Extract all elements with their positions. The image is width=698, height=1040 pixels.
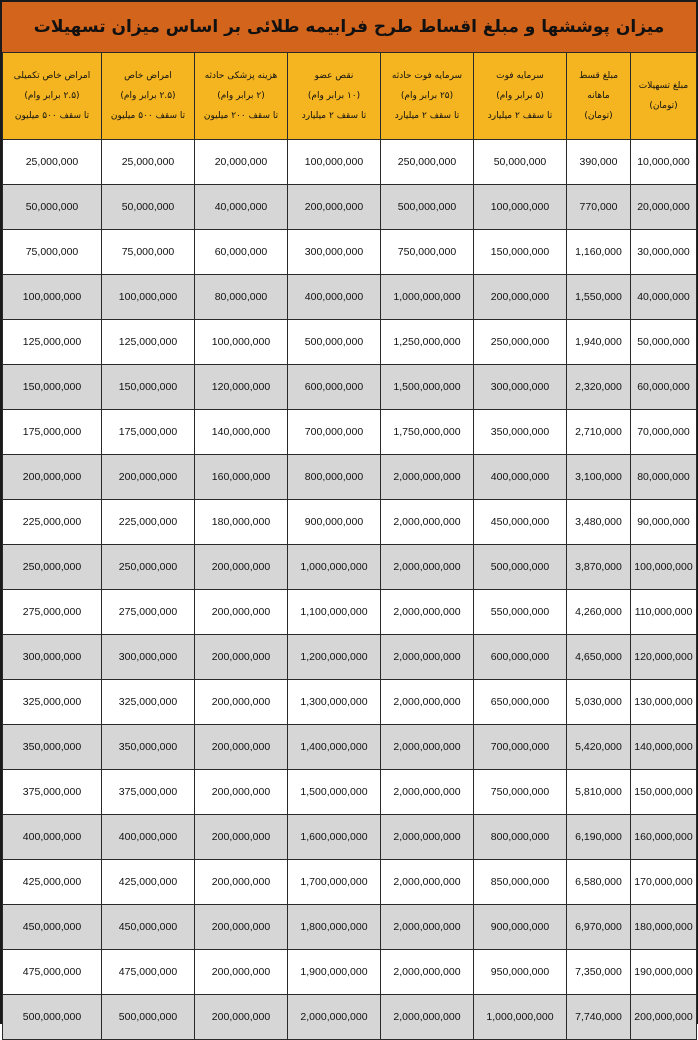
table-row xyxy=(3,860,697,905)
table-cell: 100,000,000 xyxy=(3,275,102,320)
table-cell: 5,810,000 xyxy=(567,770,631,815)
table-row xyxy=(3,140,697,185)
table-cell: 950,000,000 xyxy=(474,950,567,995)
table-cell: 150,000,000 xyxy=(474,230,567,275)
table-row xyxy=(3,815,697,860)
table-cell: 80,000,000 xyxy=(631,455,697,500)
table-row xyxy=(3,590,697,635)
table-cell: 1,600,000,000 xyxy=(288,815,381,860)
table-cell: 800,000,000 xyxy=(288,455,381,500)
table-cell: 200,000,000 xyxy=(195,950,288,995)
table-cell: 700,000,000 xyxy=(474,725,567,770)
table-cell: 500,000,000 xyxy=(474,545,567,590)
column-header-line: ماهانه xyxy=(587,90,610,101)
table-cell: 200,000,000 xyxy=(195,995,288,1040)
table-cell: 500,000,000 xyxy=(288,320,381,365)
table-cell: 80,000,000 xyxy=(195,275,288,320)
table-cell: 1,800,000,000 xyxy=(288,905,381,950)
table-cell: 1,400,000,000 xyxy=(288,725,381,770)
table-cell: 1,500,000,000 xyxy=(381,365,474,410)
table-cell: 2,710,000 xyxy=(567,410,631,455)
table-cell: 200,000,000 xyxy=(195,860,288,905)
table-cell: 50,000,000 xyxy=(631,320,697,365)
table-cell: 770,000 xyxy=(567,185,631,230)
table-cell: 5,420,000 xyxy=(567,725,631,770)
table-cell: 4,650,000 xyxy=(567,635,631,680)
table-cell: 120,000,000 xyxy=(631,635,697,680)
table-cell: 2,000,000,000 xyxy=(381,815,474,860)
table-cell: 40,000,000 xyxy=(195,185,288,230)
table-cell: 50,000,000 xyxy=(3,185,102,230)
column-header-line: سرمایه فوت xyxy=(496,70,544,81)
table-cell: 6,190,000 xyxy=(567,815,631,860)
table-cell: 600,000,000 xyxy=(474,635,567,680)
table-cell: 900,000,000 xyxy=(474,905,567,950)
table-cell: 140,000,000 xyxy=(195,410,288,455)
table-cell: 6,580,000 xyxy=(567,860,631,905)
table-row xyxy=(3,950,697,995)
table-cell: 200,000,000 xyxy=(631,995,697,1040)
table-cell: 150,000,000 xyxy=(102,365,195,410)
column-header-line: تا سقف ۲ میلیارد xyxy=(487,111,553,122)
table-cell: 300,000,000 xyxy=(474,365,567,410)
column-header xyxy=(102,53,195,140)
table-cell: 325,000,000 xyxy=(102,680,195,725)
table-cell: 125,000,000 xyxy=(102,320,195,365)
table-cell: 190,000,000 xyxy=(631,950,697,995)
table-cell: 60,000,000 xyxy=(631,365,697,410)
table-cell: 1,940,000 xyxy=(567,320,631,365)
table-cell: 2,000,000,000 xyxy=(381,905,474,950)
installments-table xyxy=(2,52,697,1040)
table-cell: 100,000,000 xyxy=(102,275,195,320)
column-header-line: تا سقف ۵۰۰ میلیون xyxy=(110,111,186,122)
page-title: میزان پوششها و مبلغ اقساط طرح فرابیمه طلائی بر اساس میزان تسهیلات xyxy=(2,2,696,54)
table-cell: 200,000,000 xyxy=(288,185,381,230)
table-cell: 1,700,000,000 xyxy=(288,860,381,905)
table-cell: 450,000,000 xyxy=(102,905,195,950)
table-cell: 100,000,000 xyxy=(631,545,697,590)
table-cell: 120,000,000 xyxy=(195,365,288,410)
column-header-line: (۲.۵ برابر وام) xyxy=(120,90,176,101)
table-row xyxy=(3,680,697,725)
table-row xyxy=(3,410,697,455)
table-cell: 1,900,000,000 xyxy=(288,950,381,995)
column-header-line: (۵ برابر وام) xyxy=(496,90,544,101)
table-cell: 250,000,000 xyxy=(474,320,567,365)
table-cell: 200,000,000 xyxy=(195,725,288,770)
table-row xyxy=(3,320,697,365)
column-header-line: (۲.۵ برابر وام) xyxy=(24,90,80,101)
table-cell: 250,000,000 xyxy=(3,545,102,590)
table-cell: 2,000,000,000 xyxy=(381,995,474,1040)
table-cell: 250,000,000 xyxy=(102,545,195,590)
table-cell: 500,000,000 xyxy=(381,185,474,230)
column-header xyxy=(381,53,474,140)
table-cell: 175,000,000 xyxy=(102,410,195,455)
table-cell: 2,000,000,000 xyxy=(381,635,474,680)
table-cell: 2,000,000,000 xyxy=(381,500,474,545)
table-row xyxy=(3,545,697,590)
table-cell: 200,000,000 xyxy=(195,770,288,815)
table-cell: 100,000,000 xyxy=(288,140,381,185)
column-header-line: تا سقف ۵۰۰ میلیون xyxy=(14,111,90,122)
table-cell: 850,000,000 xyxy=(474,860,567,905)
column-header-line: تا سقف ۲ میلیارد xyxy=(394,111,460,122)
table-row xyxy=(3,230,697,275)
table-cell: 475,000,000 xyxy=(102,950,195,995)
table-cell: 160,000,000 xyxy=(195,455,288,500)
table-cell: 200,000,000 xyxy=(102,455,195,500)
table-cell: 200,000,000 xyxy=(195,635,288,680)
table-cell: 50,000,000 xyxy=(102,185,195,230)
column-header xyxy=(288,53,381,140)
table-cell: 50,000,000 xyxy=(474,140,567,185)
table-cell: 375,000,000 xyxy=(3,770,102,815)
table-cell: 425,000,000 xyxy=(3,860,102,905)
table-cell: 1,160,000 xyxy=(567,230,631,275)
table-cell: 350,000,000 xyxy=(102,725,195,770)
table-row xyxy=(3,365,697,410)
column-header-line: (۲۵ برابر وام) xyxy=(400,90,454,101)
table-cell: 2,000,000,000 xyxy=(381,680,474,725)
table-cell: 2,000,000,000 xyxy=(381,950,474,995)
table-cell: 75,000,000 xyxy=(102,230,195,275)
table-cell: 1,500,000,000 xyxy=(288,770,381,815)
table-cell: 400,000,000 xyxy=(288,275,381,320)
table-cell: 200,000,000 xyxy=(195,590,288,635)
table-cell: 20,000,000 xyxy=(631,185,697,230)
table-cell: 10,000,000 xyxy=(631,140,697,185)
table-row xyxy=(3,635,697,680)
table-cell: 7,350,000 xyxy=(567,950,631,995)
column-header-line: تا سقف ۲ میلیارد xyxy=(301,111,367,122)
table-cell: 2,000,000,000 xyxy=(381,455,474,500)
table-cell: 110,000,000 xyxy=(631,590,697,635)
table-cell: 500,000,000 xyxy=(102,995,195,1040)
table-cell: 1,200,000,000 xyxy=(288,635,381,680)
table-cell: 200,000,000 xyxy=(195,545,288,590)
table-cell: 6,970,000 xyxy=(567,905,631,950)
table-row xyxy=(3,185,697,230)
table-cell: 275,000,000 xyxy=(102,590,195,635)
table-cell: 200,000,000 xyxy=(474,275,567,320)
table-cell: 1,550,000 xyxy=(567,275,631,320)
table-cell: 170,000,000 xyxy=(631,860,697,905)
table-cell: 390,000 xyxy=(567,140,631,185)
table-cell: 425,000,000 xyxy=(102,860,195,905)
table-cell: 300,000,000 xyxy=(102,635,195,680)
table-cell: 180,000,000 xyxy=(631,905,697,950)
table-cell: 200,000,000 xyxy=(195,815,288,860)
table-cell: 90,000,000 xyxy=(631,500,697,545)
column-header-line: (تومان) xyxy=(584,111,613,122)
table-row xyxy=(3,455,697,500)
column-header-line: (۲ برابر وام) xyxy=(217,90,265,101)
table-cell: 750,000,000 xyxy=(474,770,567,815)
column-header-line: امراض خاص xyxy=(124,70,172,81)
table-cell: 160,000,000 xyxy=(631,815,697,860)
table-cell: 200,000,000 xyxy=(195,905,288,950)
table-row xyxy=(3,995,697,1040)
table-cell: 150,000,000 xyxy=(631,770,697,815)
table-cell: 500,000,000 xyxy=(3,995,102,1040)
table-cell: 175,000,000 xyxy=(3,410,102,455)
table-cell: 20,000,000 xyxy=(195,140,288,185)
column-header-line: مبلغ قسط xyxy=(578,70,619,81)
table-cell: 30,000,000 xyxy=(631,230,697,275)
column-header-line: امراض خاص تکمیلی xyxy=(13,70,91,81)
table-cell: 225,000,000 xyxy=(3,500,102,545)
table-cell: 3,100,000 xyxy=(567,455,631,500)
table-row xyxy=(3,905,697,950)
table-cell: 2,000,000,000 xyxy=(381,860,474,905)
column-header xyxy=(631,53,697,140)
table-cell: 125,000,000 xyxy=(3,320,102,365)
column-header-line: هزینه پزشکی حادثه xyxy=(204,70,278,81)
table-cell: 700,000,000 xyxy=(288,410,381,455)
table-cell: 5,030,000 xyxy=(567,680,631,725)
table-cell: 7,740,000 xyxy=(567,995,631,1040)
table-cell: 900,000,000 xyxy=(288,500,381,545)
table-cell: 1,000,000,000 xyxy=(474,995,567,1040)
table-cell: 3,480,000 xyxy=(567,500,631,545)
table-cell: 2,000,000,000 xyxy=(381,590,474,635)
column-header-line: مبلغ تسهیلات xyxy=(638,80,689,91)
table-cell: 350,000,000 xyxy=(3,725,102,770)
table-cell: 1,750,000,000 xyxy=(381,410,474,455)
table-cell: 4,260,000 xyxy=(567,590,631,635)
table-cell: 300,000,000 xyxy=(288,230,381,275)
table-cell: 150,000,000 xyxy=(3,365,102,410)
table-cell: 100,000,000 xyxy=(195,320,288,365)
table-cell: 1,250,000,000 xyxy=(381,320,474,365)
table-cell: 275,000,000 xyxy=(3,590,102,635)
table-cell: 60,000,000 xyxy=(195,230,288,275)
table-row xyxy=(3,725,697,770)
column-header-line: نقص عضو xyxy=(314,70,354,81)
table-cell: 250,000,000 xyxy=(381,140,474,185)
column-header-line: (تومان) xyxy=(649,101,678,111)
table-cell: 2,000,000,000 xyxy=(381,770,474,815)
table-cell: 450,000,000 xyxy=(3,905,102,950)
table-cell: 400,000,000 xyxy=(474,455,567,500)
column-header xyxy=(474,53,567,140)
table-cell: 2,320,000 xyxy=(567,365,631,410)
table-cell: 550,000,000 xyxy=(474,590,567,635)
column-header-line: (۱۰ برابر وام) xyxy=(307,90,361,101)
table-cell: 2,000,000,000 xyxy=(288,995,381,1040)
table-cell: 75,000,000 xyxy=(3,230,102,275)
column-header-line: سرمایه فوت حادثه xyxy=(391,70,463,81)
table-cell: 1,000,000,000 xyxy=(288,545,381,590)
table-cell: 40,000,000 xyxy=(631,275,697,320)
table-cell: 300,000,000 xyxy=(3,635,102,680)
column-header xyxy=(3,53,102,140)
table-cell: 25,000,000 xyxy=(102,140,195,185)
table-cell: 1,000,000,000 xyxy=(381,275,474,320)
table-body xyxy=(3,140,697,1040)
column-header xyxy=(567,53,631,140)
table-cell: 225,000,000 xyxy=(102,500,195,545)
table-row xyxy=(3,500,697,545)
table-cell: 180,000,000 xyxy=(195,500,288,545)
table-cell: 325,000,000 xyxy=(3,680,102,725)
table-cell: 200,000,000 xyxy=(195,680,288,725)
table-cell: 450,000,000 xyxy=(474,500,567,545)
column-header xyxy=(195,53,288,140)
table-cell: 200,000,000 xyxy=(3,455,102,500)
table-cell: 140,000,000 xyxy=(631,725,697,770)
table-row xyxy=(3,770,697,815)
table-cell: 2,000,000,000 xyxy=(381,725,474,770)
table-cell: 800,000,000 xyxy=(474,815,567,860)
column-header-line: تا سقف ۲۰۰ میلیون xyxy=(203,111,279,122)
table-cell: 650,000,000 xyxy=(474,680,567,725)
table-cell: 475,000,000 xyxy=(3,950,102,995)
table-cell: 25,000,000 xyxy=(3,140,102,185)
header-row xyxy=(3,53,697,140)
table-cell: 70,000,000 xyxy=(631,410,697,455)
table-row xyxy=(3,275,697,320)
table-cell: 3,870,000 xyxy=(567,545,631,590)
table-cell: 600,000,000 xyxy=(288,365,381,410)
table-cell: 130,000,000 xyxy=(631,680,697,725)
table-cell: 2,000,000,000 xyxy=(381,545,474,590)
table-cell: 375,000,000 xyxy=(102,770,195,815)
table-cell: 1,300,000,000 xyxy=(288,680,381,725)
table-cell: 350,000,000 xyxy=(474,410,567,455)
table-cell: 400,000,000 xyxy=(102,815,195,860)
table-cell: 100,000,000 xyxy=(474,185,567,230)
table-cell: 1,100,000,000 xyxy=(288,590,381,635)
table-cell: 400,000,000 xyxy=(3,815,102,860)
table-cell: 750,000,000 xyxy=(381,230,474,275)
